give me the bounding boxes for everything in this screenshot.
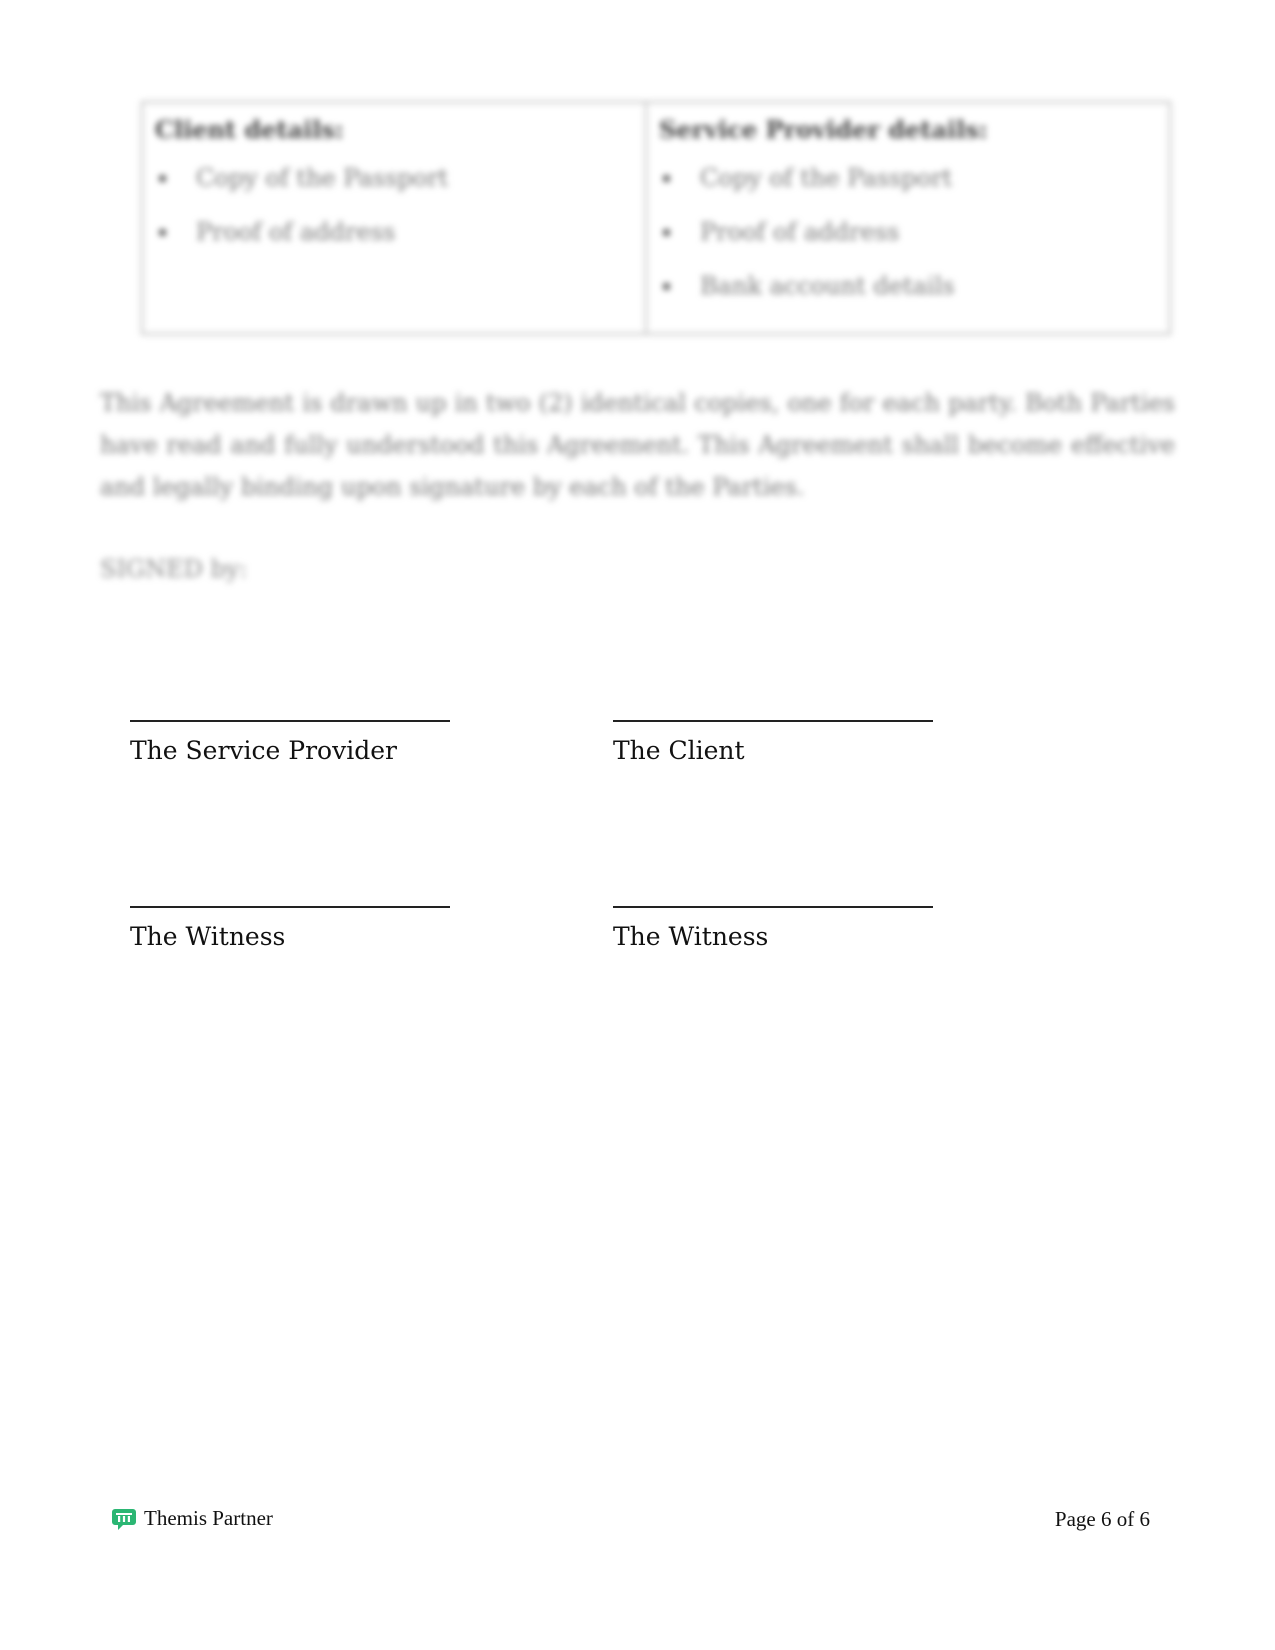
provider-details-list [659,163,1157,301]
signature-label: The Service Provider [130,736,397,765]
themis-logo-icon [111,1507,137,1531]
signature-line [613,720,933,722]
signature-line [130,720,450,722]
signature-block-witness-1 [130,906,450,951]
signature-label: The Witness [613,922,769,951]
bullet-icon [159,229,166,236]
signature-label: The Witness [130,922,286,951]
signature-block-witness-2 [613,906,933,951]
list-item: Proof of address [659,217,1157,247]
list-item: Copy of the Passport [659,163,1157,193]
agreement-paragraph: This Agreement is drawn up in two (2) identical copies, one for each party. Both Parties have read and fully understood this Agreement. This Agreement shall become effective and legally binding upon signature by each of the Parties. [100,389,1175,501]
list-item: Copy of the Passport [155,163,633,193]
client-details-list [155,163,633,247]
client-details-heading: Client details: [155,115,344,144]
bullet-icon [663,175,670,182]
signature-line [613,906,933,908]
signature-label: The Client [613,736,745,765]
signature-line [130,906,450,908]
list-item: Proof of address [155,217,633,247]
provider-details-column [647,103,1169,333]
client-details-column [143,103,647,333]
footer-brand [111,1506,273,1531]
signed-by-label: SIGNED by: [100,555,248,583]
brand-name: Themis Partner [144,1506,273,1530]
signature-block-client [613,720,933,765]
bullet-icon [159,175,166,182]
requirements-table [141,101,1171,335]
page-number: Page 6 of 6 [1054,1507,1150,1531]
provider-details-heading: Service Provider details: [659,115,988,144]
signature-block-service-provider [130,720,450,765]
list-item: Bank account details [659,271,1157,301]
bullet-icon [663,283,670,290]
bullet-icon [663,229,670,236]
